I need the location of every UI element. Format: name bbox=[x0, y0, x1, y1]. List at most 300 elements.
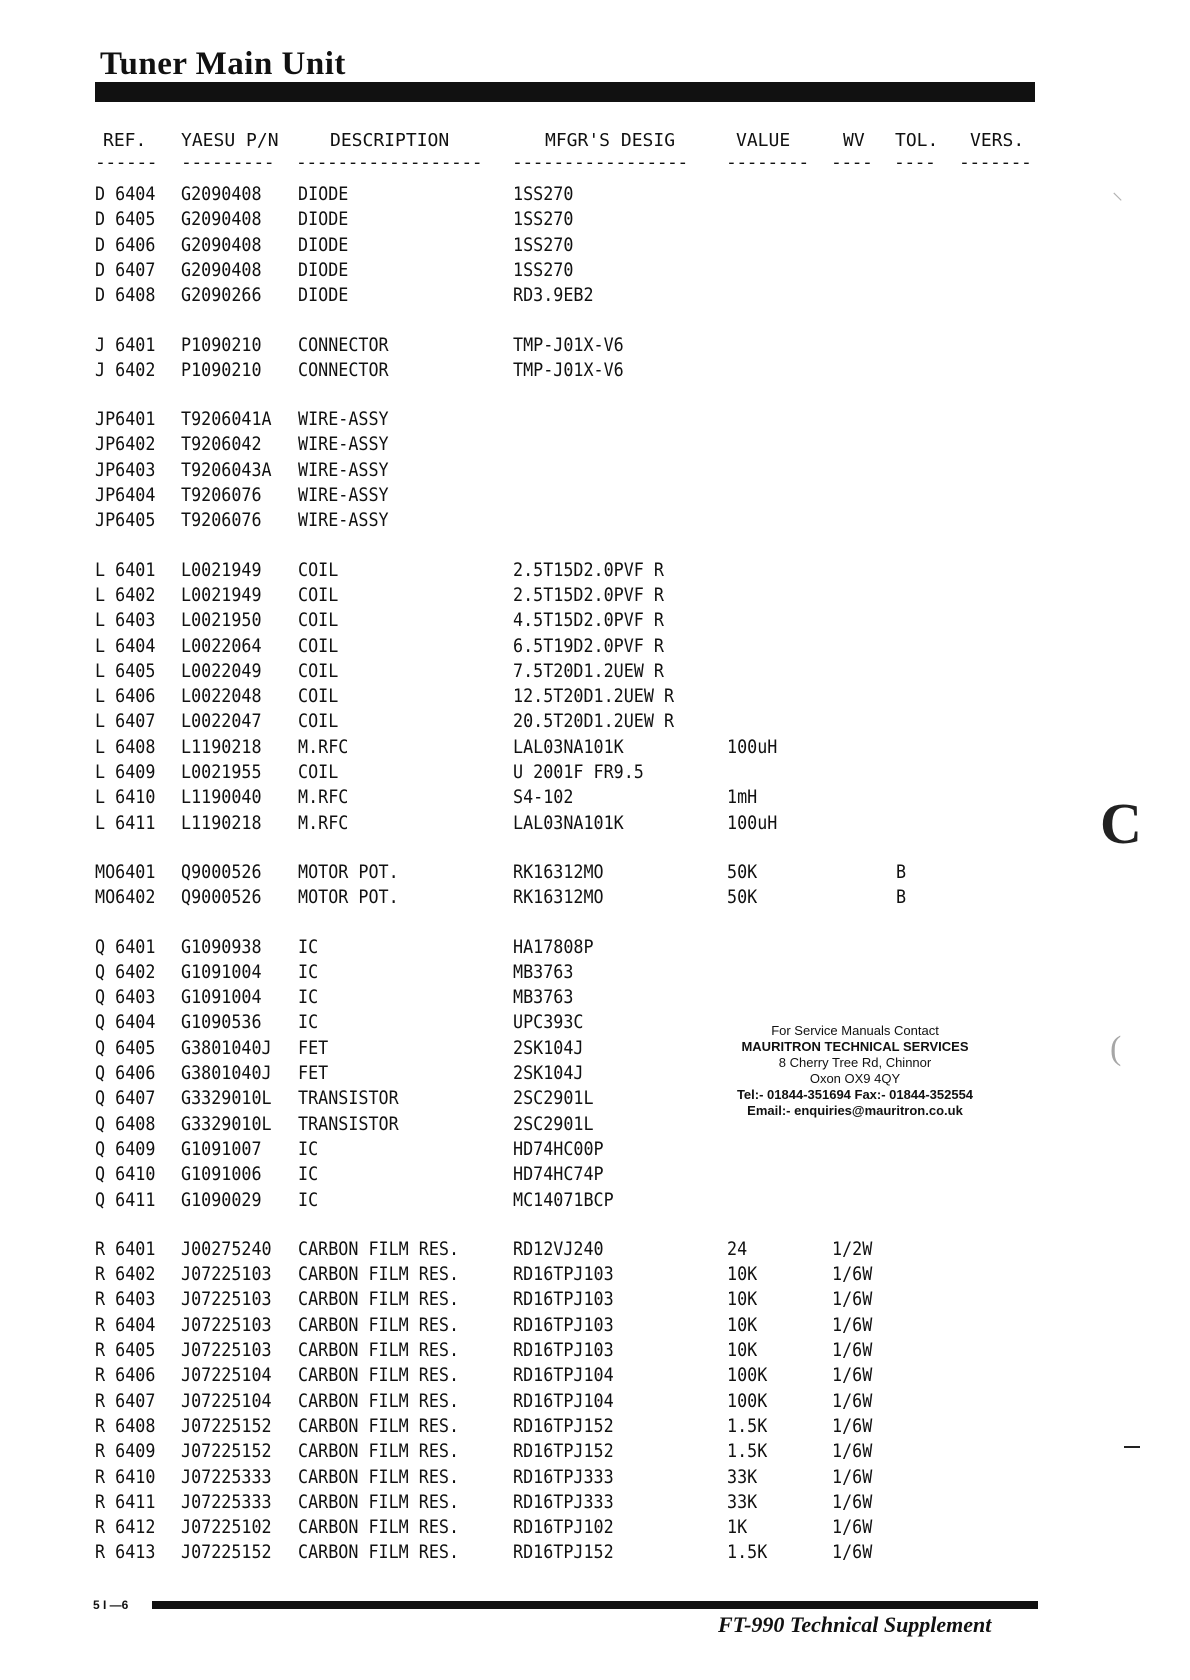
wv-cell: 1/6W bbox=[832, 1516, 873, 1539]
mfgr-desig-cell: TMP-J01X-V6 bbox=[513, 358, 624, 381]
part-number-cell: L0022049 bbox=[181, 659, 262, 682]
part-number-cell: G1091004 bbox=[181, 960, 262, 983]
mfgr-desig-cell: RD16TPJ103 bbox=[513, 1263, 614, 1286]
wv-cell: 1/6W bbox=[832, 1389, 873, 1412]
wv-cell: 1/6W bbox=[832, 1440, 873, 1463]
mfgr-desig-cell: 2SK104J bbox=[513, 1036, 584, 1059]
ref-cell: Q 6411 bbox=[95, 1188, 156, 1211]
part-number-cell: J07225103 bbox=[181, 1339, 272, 1361]
mfgr-desig-cell: 1SS270 bbox=[513, 208, 574, 231]
mfgr-desig-cell: RD16TPJ104 bbox=[513, 1389, 614, 1412]
mfgr-desig-cell: 1SS270 bbox=[513, 183, 574, 205]
part-number-cell: J07225104 bbox=[181, 1389, 272, 1412]
table-row bbox=[0, 1138, 1190, 1163]
footer-rule bbox=[152, 1601, 1038, 1609]
table-row bbox=[0, 183, 1190, 208]
description-cell: CARBON FILM RES. bbox=[298, 1313, 460, 1336]
part-number-cell: J07225333 bbox=[181, 1490, 272, 1513]
table-row bbox=[0, 961, 1190, 986]
wv-cell: 1/6W bbox=[832, 1490, 873, 1513]
ref-cell: R 6412 bbox=[95, 1516, 156, 1539]
description-cell: CONNECTOR bbox=[298, 333, 389, 356]
table-row bbox=[0, 284, 1190, 309]
table-row bbox=[0, 685, 1190, 710]
notice-line-2: MAURITRON TECHNICAL SERVICES bbox=[741, 1039, 969, 1054]
value-cell: 100K bbox=[727, 1364, 768, 1387]
table-row bbox=[0, 334, 1190, 359]
table-row bbox=[0, 484, 1190, 509]
mfgr-desig-cell: RD3.9EB2 bbox=[513, 284, 594, 307]
table-row bbox=[0, 609, 1190, 634]
table-row bbox=[0, 1314, 1190, 1339]
value-cell: 1mH bbox=[727, 786, 758, 809]
wv-cell: 1/6W bbox=[832, 1541, 873, 1564]
page-number: 5 I —6 bbox=[93, 1598, 129, 1612]
description-cell: IC bbox=[298, 986, 319, 1009]
part-number-cell: G2090266 bbox=[181, 284, 262, 307]
dash-vers: ------- bbox=[959, 152, 1032, 173]
description-cell: WIRE-ASSY bbox=[298, 408, 389, 431]
description-cell: M.RFC bbox=[298, 811, 349, 834]
table-row bbox=[0, 1087, 1190, 1112]
value-cell: 33K bbox=[727, 1465, 758, 1488]
part-number-cell: Q9000526 bbox=[181, 860, 262, 883]
table-row bbox=[0, 208, 1190, 233]
table-row bbox=[0, 259, 1190, 284]
value-cell: 100uH bbox=[727, 811, 778, 834]
description-cell: M.RFC bbox=[298, 786, 349, 809]
mfgr-desig-cell: RD16TPJ152 bbox=[513, 1414, 614, 1437]
ref-cell: R 6409 bbox=[95, 1440, 156, 1463]
tol-cell: B bbox=[896, 886, 907, 909]
part-number-cell: T9206076 bbox=[181, 484, 262, 506]
ref-cell: D 6407 bbox=[95, 258, 156, 281]
ref-cell: Q 6402 bbox=[95, 960, 156, 983]
part-number-cell: J00275240 bbox=[181, 1237, 272, 1260]
table-row bbox=[0, 1113, 1190, 1138]
wv-cell: 1/6W bbox=[832, 1339, 873, 1361]
mfgr-desig-cell: 1SS270 bbox=[513, 258, 574, 281]
description-cell: CARBON FILM RES. bbox=[298, 1516, 460, 1539]
ref-cell: R 6402 bbox=[95, 1263, 156, 1286]
mfgr-desig-cell: U 2001F FR9.5 bbox=[513, 761, 644, 783]
ref-cell: R 6403 bbox=[95, 1288, 156, 1311]
value-cell: 10K bbox=[727, 1288, 758, 1311]
table-row bbox=[0, 861, 1190, 886]
table-row bbox=[0, 1466, 1190, 1491]
table-row bbox=[0, 1440, 1190, 1465]
footer-title: FT-990 Technical Supplement bbox=[718, 1612, 992, 1637]
part-number-cell: Q9000526 bbox=[181, 886, 262, 909]
part-number-cell: J07225152 bbox=[181, 1414, 272, 1437]
mfgr-desig-cell: HD74HC00P bbox=[513, 1137, 604, 1160]
part-number-cell: G1091006 bbox=[181, 1163, 262, 1186]
page-title: Tuner Main Unit bbox=[100, 46, 346, 82]
ref-cell: R 6407 bbox=[95, 1389, 156, 1412]
description-cell: MOTOR POT. bbox=[298, 886, 399, 909]
mfgr-desig-cell: MB3763 bbox=[513, 960, 574, 983]
ref-cell: Q 6406 bbox=[95, 1062, 156, 1084]
dash-value: -------- bbox=[726, 152, 809, 173]
ref-cell: L 6410 bbox=[95, 786, 156, 809]
part-number-cell: L0021949 bbox=[181, 583, 262, 606]
header-ref: REF. bbox=[103, 130, 147, 151]
description-cell: DIODE bbox=[298, 208, 349, 231]
table-row bbox=[0, 1189, 1190, 1214]
ref-cell: R 6406 bbox=[95, 1364, 156, 1387]
part-number-cell: G3801040J bbox=[181, 1062, 272, 1084]
ref-cell: Q 6403 bbox=[95, 986, 156, 1009]
description-cell: COIL bbox=[298, 685, 339, 708]
tol-cell: B bbox=[896, 860, 907, 883]
value-cell: 1K bbox=[727, 1516, 748, 1539]
part-number-cell: T9206042 bbox=[181, 433, 262, 456]
binder-mark-icon: ⸜ bbox=[1112, 179, 1124, 204]
table-row bbox=[0, 1238, 1190, 1263]
description-cell: CARBON FILM RES. bbox=[298, 1440, 460, 1463]
mfgr-desig-cell: TMP-J01X-V6 bbox=[513, 333, 624, 356]
ref-cell: J 6402 bbox=[95, 358, 156, 381]
ref-cell: JP6405 bbox=[95, 509, 156, 532]
description-cell: MOTOR POT. bbox=[298, 860, 399, 883]
value-cell: 100K bbox=[727, 1389, 768, 1412]
part-number-cell: J07225152 bbox=[181, 1541, 272, 1564]
mfgr-desig-cell: 12.5T20D1.2UEW R bbox=[513, 685, 675, 708]
description-cell: COIL bbox=[298, 609, 339, 632]
ref-cell: Q 6405 bbox=[95, 1036, 156, 1059]
binder-tick-icon bbox=[1124, 1446, 1140, 1448]
table-row bbox=[0, 986, 1190, 1011]
dash-ref: ------ bbox=[95, 152, 158, 173]
notice-line-4: Oxon OX9 4QY bbox=[809, 1071, 901, 1086]
mfgr-desig-cell: 20.5T20D1.2UEW R bbox=[513, 710, 675, 733]
part-number-cell: J07225102 bbox=[181, 1516, 272, 1539]
wv-cell: 1/6W bbox=[832, 1364, 873, 1387]
mfgr-desig-cell: LAL03NA101K bbox=[513, 735, 624, 758]
table-row bbox=[0, 936, 1190, 961]
value-cell: 10K bbox=[727, 1339, 758, 1361]
mfgr-desig-cell: RK16312MO bbox=[513, 860, 604, 883]
dash-mfgr-desig: ----------------- bbox=[512, 152, 688, 173]
wv-cell: 1/6W bbox=[832, 1313, 873, 1336]
ref-cell: L 6411 bbox=[95, 811, 156, 834]
table-row bbox=[0, 886, 1190, 911]
ref-cell: R 6410 bbox=[95, 1465, 156, 1488]
mfgr-desig-cell: 2.5T15D2.0PVF R bbox=[513, 583, 665, 606]
ref-cell: Q 6408 bbox=[95, 1112, 156, 1135]
ref-cell: Q 6404 bbox=[95, 1011, 156, 1034]
table-row bbox=[0, 761, 1190, 786]
description-cell: IC bbox=[298, 1163, 319, 1186]
wv-cell: 1/6W bbox=[832, 1465, 873, 1488]
mfgr-desig-cell: UPC393C bbox=[513, 1011, 584, 1034]
part-number-cell: J07225333 bbox=[181, 1465, 272, 1488]
part-number-cell: J07225103 bbox=[181, 1313, 272, 1336]
table-row bbox=[0, 408, 1190, 433]
description-cell: CARBON FILM RES. bbox=[298, 1414, 460, 1437]
table-row bbox=[0, 1491, 1190, 1516]
description-cell: FET bbox=[298, 1036, 329, 1059]
ref-cell: R 6408 bbox=[95, 1414, 156, 1437]
description-cell: DIODE bbox=[298, 183, 349, 205]
mfgr-desig-cell: MC14071BCP bbox=[513, 1188, 614, 1211]
part-number-cell: J07225103 bbox=[181, 1263, 272, 1286]
mfgr-desig-cell: MB3763 bbox=[513, 986, 574, 1009]
ref-cell: JP6403 bbox=[95, 458, 156, 481]
ref-cell: Q 6409 bbox=[95, 1137, 156, 1160]
part-number-cell: G1091004 bbox=[181, 986, 262, 1009]
description-cell: CARBON FILM RES. bbox=[298, 1263, 460, 1286]
ref-cell: R 6411 bbox=[95, 1490, 156, 1513]
mfgr-desig-cell: RD16TPJ333 bbox=[513, 1490, 614, 1513]
description-cell: CARBON FILM RES. bbox=[298, 1237, 460, 1260]
header-tol: TOL. bbox=[895, 130, 939, 151]
description-cell: CARBON FILM RES. bbox=[298, 1465, 460, 1488]
mfgr-desig-cell: 1SS270 bbox=[513, 233, 574, 256]
value-cell: 1.5K bbox=[727, 1440, 768, 1463]
part-number-cell: J07225103 bbox=[181, 1288, 272, 1311]
dash-part-number: --------- bbox=[181, 152, 275, 173]
description-cell: WIRE-ASSY bbox=[298, 509, 389, 532]
notice-line-3: 8 Cherry Tree Rd, Chinnor bbox=[778, 1055, 932, 1070]
ref-cell: R 6401 bbox=[95, 1237, 156, 1260]
mfgr-desig-cell: 2SK104J bbox=[513, 1062, 584, 1084]
mfgr-desig-cell: RD16TPJ103 bbox=[513, 1339, 614, 1361]
ref-cell: L 6405 bbox=[95, 659, 156, 682]
table-row bbox=[0, 736, 1190, 761]
description-cell: CARBON FILM RES. bbox=[298, 1389, 460, 1412]
mfgr-desig-cell: RD16TPJ102 bbox=[513, 1516, 614, 1539]
table-row bbox=[0, 710, 1190, 735]
wv-cell: 1/6W bbox=[832, 1263, 873, 1286]
description-cell: COIL bbox=[298, 659, 339, 682]
ref-cell: MO6401 bbox=[95, 860, 156, 883]
part-number-cell: G1091007 bbox=[181, 1137, 262, 1160]
part-number-cell: L0021950 bbox=[181, 609, 262, 632]
table-row bbox=[0, 433, 1190, 458]
description-cell: COIL bbox=[298, 761, 339, 783]
ref-cell: Q 6401 bbox=[95, 935, 156, 958]
part-number-cell: L1190218 bbox=[181, 811, 262, 834]
description-cell: WIRE-ASSY bbox=[298, 484, 389, 506]
mfgr-desig-cell: RD12VJ240 bbox=[513, 1237, 604, 1260]
table-row bbox=[0, 1037, 1190, 1062]
description-cell: CARBON FILM RES. bbox=[298, 1364, 460, 1387]
table-row bbox=[0, 509, 1190, 534]
ref-cell: R 6413 bbox=[95, 1541, 156, 1564]
part-number-cell: P1090210 bbox=[181, 333, 262, 356]
header-part-number: YAESU P/N bbox=[181, 130, 279, 151]
part-number-cell: G3329010L bbox=[181, 1087, 272, 1110]
ref-cell: L 6407 bbox=[95, 710, 156, 733]
description-cell: TRANSISTOR bbox=[298, 1087, 399, 1110]
mfgr-desig-cell: RD16TPJ103 bbox=[513, 1313, 614, 1336]
notice-line-1: For Service Manuals Contact bbox=[771, 1023, 939, 1038]
ref-cell: Q 6407 bbox=[95, 1087, 156, 1110]
description-cell: COIL bbox=[298, 558, 339, 581]
binder-ring-icon: C bbox=[1100, 791, 1142, 856]
description-cell: CARBON FILM RES. bbox=[298, 1541, 460, 1564]
description-cell: IC bbox=[298, 935, 319, 958]
wv-cell: 1/6W bbox=[832, 1414, 873, 1437]
header-vers: VERS. bbox=[970, 130, 1025, 151]
value-cell: 100uH bbox=[727, 735, 778, 758]
description-cell: IC bbox=[298, 960, 319, 983]
ref-cell: J 6401 bbox=[95, 333, 156, 356]
table-row bbox=[0, 234, 1190, 259]
table-row bbox=[0, 559, 1190, 584]
mfgr-desig-cell: 2SC2901L bbox=[513, 1112, 594, 1135]
wv-cell: 1/6W bbox=[832, 1288, 873, 1311]
ref-cell: Q 6410 bbox=[95, 1163, 156, 1186]
value-cell: 50K bbox=[727, 886, 758, 909]
mfgr-desig-cell: RD16TPJ152 bbox=[513, 1541, 614, 1564]
table-row bbox=[0, 359, 1190, 384]
table-row bbox=[0, 1062, 1190, 1087]
table-row bbox=[0, 1415, 1190, 1440]
description-cell: IC bbox=[298, 1188, 319, 1211]
mfgr-desig-cell: HA17808P bbox=[513, 935, 594, 958]
table-row bbox=[0, 1163, 1190, 1188]
header-value: VALUE bbox=[736, 130, 791, 151]
mfgr-desig-cell: 2.5T15D2.0PVF R bbox=[513, 558, 665, 581]
description-cell: FET bbox=[298, 1062, 329, 1084]
part-number-cell: J07225152 bbox=[181, 1440, 272, 1463]
ref-cell: D 6405 bbox=[95, 208, 156, 231]
value-cell: 50K bbox=[727, 860, 758, 883]
header-description: DESCRIPTION bbox=[330, 130, 450, 151]
table-row bbox=[0, 459, 1190, 484]
ref-cell: JP6401 bbox=[95, 408, 156, 431]
wv-cell: 1/2W bbox=[832, 1237, 873, 1260]
description-cell: DIODE bbox=[298, 233, 349, 256]
part-number-cell: L1190218 bbox=[181, 735, 262, 758]
value-cell: 1.5K bbox=[727, 1414, 768, 1437]
table-row bbox=[0, 1339, 1190, 1364]
description-cell: M.RFC bbox=[298, 735, 349, 758]
mfgr-desig-cell: RD16TPJ152 bbox=[513, 1440, 614, 1463]
binder-ring-faint-icon: ( bbox=[1110, 1030, 1122, 1067]
part-number-cell: G3801040J bbox=[181, 1036, 272, 1059]
part-number-cell: T9206043A bbox=[181, 458, 272, 481]
part-number-cell: G1090029 bbox=[181, 1188, 262, 1211]
dash-description: ------------------ bbox=[296, 152, 483, 173]
ref-cell: R 6404 bbox=[95, 1313, 156, 1336]
mfgr-desig-cell: HD74HC74P bbox=[513, 1163, 604, 1186]
table-row bbox=[0, 1288, 1190, 1313]
mfgr-desig-cell: RK16312MO bbox=[513, 886, 604, 909]
part-number-cell: T9206041A bbox=[181, 408, 272, 431]
description-cell: TRANSISTOR bbox=[298, 1112, 399, 1135]
table-row bbox=[0, 1364, 1190, 1389]
mfgr-desig-cell: LAL03NA101K bbox=[513, 811, 624, 834]
table-row bbox=[0, 1541, 1190, 1566]
part-number-cell: G2090408 bbox=[181, 208, 262, 231]
notice-line-6: Email:- enquiries@mauritron.co.uk bbox=[747, 1103, 963, 1118]
ref-cell: MO6402 bbox=[95, 886, 156, 909]
dash-tol: ---- bbox=[894, 152, 936, 173]
ref-cell: L 6401 bbox=[95, 558, 156, 581]
part-number-cell: T9206076 bbox=[181, 509, 262, 532]
table-row bbox=[0, 635, 1190, 660]
part-number-cell: L0021955 bbox=[181, 761, 262, 783]
description-cell: DIODE bbox=[298, 258, 349, 281]
header-rule bbox=[95, 82, 1035, 102]
service-notice bbox=[735, 1023, 975, 1119]
ref-cell: D 6406 bbox=[95, 233, 156, 256]
mfgr-desig-cell: RD16TPJ104 bbox=[513, 1364, 614, 1387]
part-number-cell: G2090408 bbox=[181, 233, 262, 256]
value-cell: 10K bbox=[727, 1263, 758, 1286]
description-cell: DIODE bbox=[298, 284, 349, 307]
table-row bbox=[0, 1516, 1190, 1541]
value-cell: 24 bbox=[727, 1237, 748, 1260]
value-cell: 1.5K bbox=[727, 1541, 768, 1564]
part-number-cell: G2090408 bbox=[181, 258, 262, 281]
ref-cell: L 6408 bbox=[95, 735, 156, 758]
mfgr-desig-cell: 7.5T20D1.2UEW R bbox=[513, 659, 665, 682]
mfgr-desig-cell: RD16TPJ333 bbox=[513, 1465, 614, 1488]
table-row bbox=[0, 812, 1190, 837]
ref-cell: L 6403 bbox=[95, 609, 156, 632]
part-number-cell: G1090536 bbox=[181, 1011, 262, 1034]
ref-cell: L 6404 bbox=[95, 634, 156, 657]
ref-cell: L 6409 bbox=[95, 761, 156, 783]
description-cell: WIRE-ASSY bbox=[298, 458, 389, 481]
description-cell: IC bbox=[298, 1011, 319, 1034]
table-row bbox=[0, 1390, 1190, 1415]
description-cell: COIL bbox=[298, 634, 339, 657]
description-cell: CONNECTOR bbox=[298, 358, 389, 381]
ref-cell: L 6402 bbox=[95, 583, 156, 606]
table-row bbox=[0, 584, 1190, 609]
part-number-cell: L1190040 bbox=[181, 786, 262, 809]
description-cell: IC bbox=[298, 1137, 319, 1160]
mfgr-desig-cell: S4-102 bbox=[513, 786, 574, 809]
value-cell: 10K bbox=[727, 1313, 758, 1336]
table-row bbox=[0, 786, 1190, 811]
ref-cell: R 6405 bbox=[95, 1339, 156, 1361]
mfgr-desig-cell: 4.5T15D2.0PVF R bbox=[513, 609, 665, 632]
description-cell: COIL bbox=[298, 710, 339, 733]
mfgr-desig-cell: RD16TPJ103 bbox=[513, 1288, 614, 1311]
description-cell: CARBON FILM RES. bbox=[298, 1490, 460, 1513]
ref-cell: JP6402 bbox=[95, 433, 156, 456]
description-cell: COIL bbox=[298, 583, 339, 606]
table-row bbox=[0, 1011, 1190, 1036]
mfgr-desig-cell: 6.5T19D2.0PVF R bbox=[513, 634, 665, 657]
column-headers bbox=[0, 130, 1190, 180]
part-number-cell: L0022048 bbox=[181, 685, 262, 708]
table-row bbox=[0, 1263, 1190, 1288]
mfgr-desig-cell: 2SC2901L bbox=[513, 1087, 594, 1110]
part-number-cell: L0022064 bbox=[181, 634, 262, 657]
description-cell: WIRE-ASSY bbox=[298, 433, 389, 456]
ref-cell: L 6406 bbox=[95, 685, 156, 708]
dash-wv: ---- bbox=[831, 152, 873, 173]
part-number-cell: P1090210 bbox=[181, 358, 262, 381]
description-cell: CARBON FILM RES. bbox=[298, 1339, 460, 1361]
part-number-cell: L0022047 bbox=[181, 710, 262, 733]
table-row bbox=[0, 660, 1190, 685]
value-cell: 33K bbox=[727, 1490, 758, 1513]
part-number-cell: G1090938 bbox=[181, 935, 262, 958]
part-number-cell: G3329010L bbox=[181, 1112, 272, 1135]
ref-cell: D 6404 bbox=[95, 183, 156, 205]
notice-line-5: Tel:- 01844-351694 Fax:- 01844-352554 bbox=[736, 1087, 974, 1102]
ref-cell: JP6404 bbox=[95, 484, 156, 506]
ref-cell: D 6408 bbox=[95, 284, 156, 307]
